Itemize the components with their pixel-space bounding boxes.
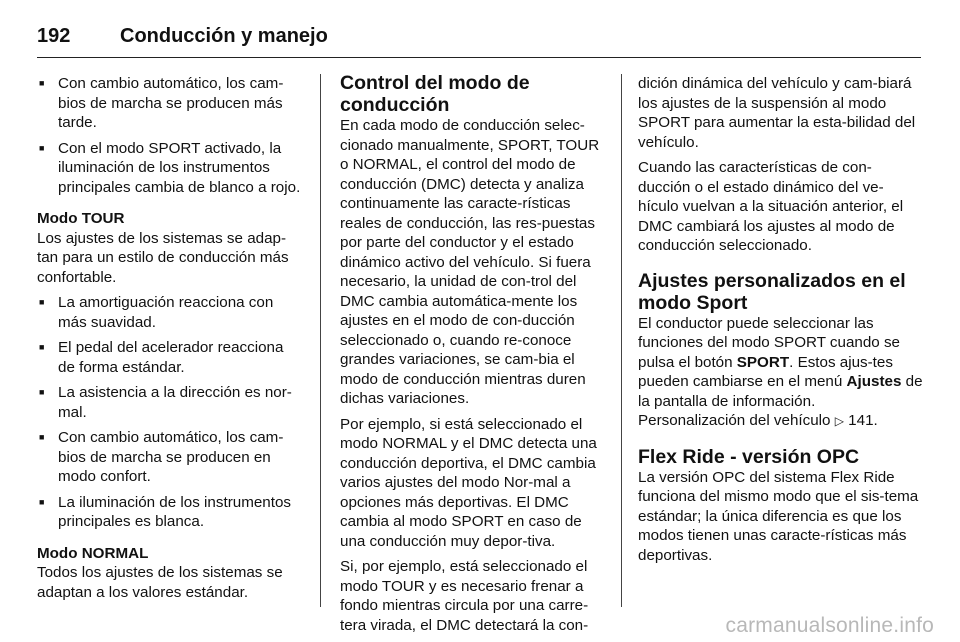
text-run: . Estos ajus-tes pueden cambiarse en el menú [638,353,893,390]
page-number: 192 [37,24,71,47]
bullet-icon: ■ [39,387,45,397]
section-heading-normal: Modo NORMAL [37,544,149,562]
column-right [638,74,924,571]
list-item [37,293,303,332]
paragraph: dición dinámica del vehículo y cam-biará los ajustes de la suspensión al modo SPORT para aumentar la esta-bilidad del vehículo. [638,75,916,151]
text-run: El conductor puede seleccionar las funciones del modo SPORT cuando se pulsa el botón [638,314,901,371]
page-reference-number: 141. [843,412,878,429]
text-run: de la pantalla de información. Personalización del vehículo [638,373,923,429]
list-item-text: La asistencia a la dirección es nor-mal. [58,384,292,421]
bullet-icon: ■ [39,496,45,507]
list-item-text: La amortiguación reacciona con más suavidad. [58,294,274,331]
paragraph: Los ajustes de los sistemas se adap-tan para un estilo de conducción más confortable. [37,229,289,286]
list-item-text: Con el modo SPORT activado, la iluminación de los instrumentos principales cambia de blanco a rojo. [58,139,301,196]
settings-menu-reference: Ajustes [846,373,902,390]
paragraph: Todos los ajustes de los sistemas se adaptan a los valores estándar. [37,564,283,601]
list-item [37,338,303,377]
watermark: carmanualsonline.info [725,614,934,637]
page-header [37,16,921,56]
paragraph: La versión OPC del sistema Flex Ride funciona del mismo modo que el sis-tema estándar; la única diferencia es que los modos tienen unas caracte-rísticas más deportivas. [638,468,919,564]
header-divider [37,57,921,58]
column-divider [621,74,622,607]
page-reference-arrow-icon: ▷ [834,414,844,428]
bullet-icon: ■ [39,432,45,442]
column-divider [320,74,321,607]
section-heading-dmc: Control del modo de conducción [340,72,530,116]
list-item-text: Con cambio automático, los cam-bios de marcha se producen más tarde. [58,75,284,131]
page-title: Conducción y manejo [120,24,328,47]
list-item-text: La iluminación de los instrumentos principales es blanca. [58,493,291,530]
bullet-icon: ■ [39,142,45,153]
paragraph: Cuando las características de con-ducción o el estado dinámico del ve-hículo vuelvan a la situación anterior, el DMC cambiará los ajustes al modo de conducción seleccionado. [638,159,904,254]
column-middle [340,74,604,641]
section-heading-flex-ride: Flex Ride - versión OPC [638,445,860,468]
list-item [37,383,303,422]
paragraph: En cada modo de conducción selec-cionado manualmente, SPORT, TOUR o NORMAL, el control del modo de conducción (DMC) detecta y analiza continuamente las caracte-rísticas reales de conducción, las res-puestas por parte del conductor y el estado dinámico activo del vehículo. Si fuera necesario, la unidad de con-trol del DMC cambia automática-mente los ajustes en el modo de con-ducción seleccionado o, cuando re-conoce grandes variaciones, se cam-bia el modo de conducción mientras duren dichas variaciones. [340,117,600,407]
list-item [37,74,303,133]
list-item [37,493,303,532]
paragraph: Por ejemplo, si está seleccionado el modo NORMAL y el DMC detecta una conducción deportiva, el DMC cambia varios ajustes del modo Nor-mal a opciones más deportivas. El DMC cambia al modo SPORT en caso de una conducción muy depor-tiva. [340,415,597,550]
sport-button-reference: SPORT [736,353,790,371]
paragraph [638,314,924,432]
list-item-text: Con cambio automático, los cam-bios de marcha se producen en modo confort. [58,429,284,485]
list-item [37,139,303,198]
bullet-icon: ■ [39,297,45,307]
paragraph: Si, por ejemplo, está seleccionado el modo TOUR y es necesario frenar a fondo mientras circula por una carre-tera virada, el DMC detectará la con- [340,558,589,634]
bullet-icon: ■ [39,342,45,352]
list-item-text: El pedal del acelerador reacciona de forma estándar. [58,339,284,376]
bullet-icon: ■ [39,78,45,88]
section-heading-tour: Modo TOUR [37,210,125,227]
list-item [37,428,303,487]
section-heading-custom-sport: Ajustes personalizados en el modo Sport [638,269,906,314]
column-left [37,74,303,608]
